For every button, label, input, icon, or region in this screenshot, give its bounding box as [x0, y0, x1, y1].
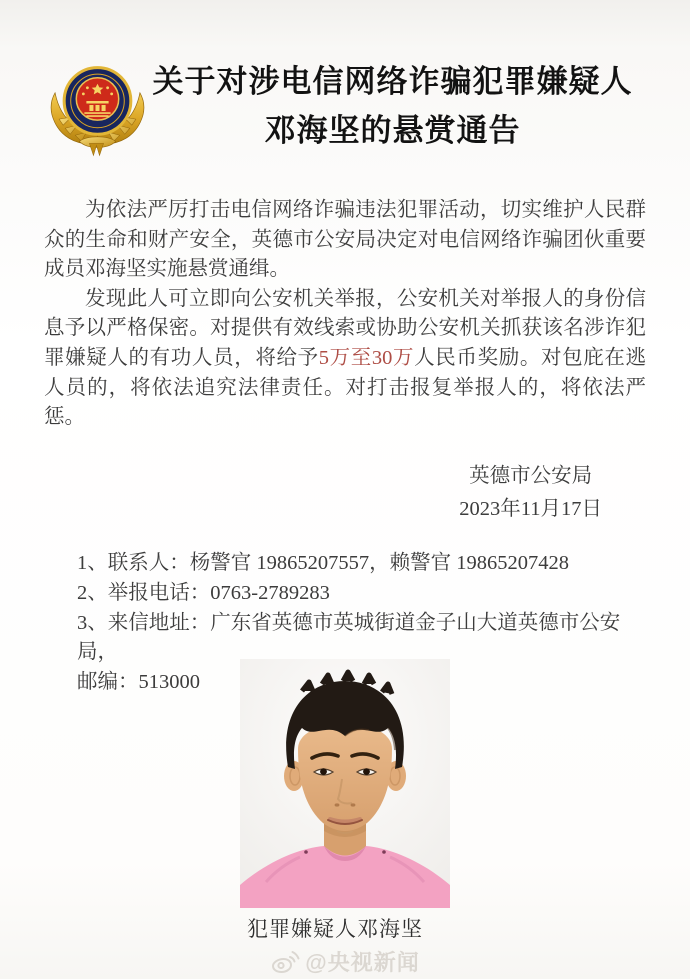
- notice-title: [130, 57, 655, 155]
- contact-line-1: 1、联系人：杨警官 19865207557，赖警官 19865207428: [77, 552, 569, 574]
- issuing-agency: 英德市公安局: [469, 465, 593, 487]
- suspect-photo: [240, 659, 450, 908]
- watermark-text: @央视新闻: [305, 950, 420, 975]
- contact-line-3: 3、来信地址：广东省英德市英城街道金子山大道英德市公安局，: [77, 611, 621, 664]
- issue-date: 2023年11月17日: [459, 498, 602, 520]
- reward-amount: 5万至30万: [318, 346, 415, 369]
- weibo-icon: [270, 949, 300, 975]
- title-line-2: 邓海坚的悬赏通告: [264, 113, 521, 148]
- signature-block: [459, 460, 602, 526]
- contact-line-4: 邮编：513000: [77, 671, 200, 694]
- title-line-1: 关于对涉电信网络诈骗犯罪嫌疑人: [152, 64, 633, 99]
- contact-line-2: 2、举报电话：0763-2789283: [77, 581, 330, 604]
- paragraph-reward: [44, 285, 646, 433]
- reward-text-pre: 发现此人可立即向公安机关举报，公安机关对举报人的身份信息予以严格保密。对提供有效线索或协助公安机关抓获该名涉诈犯罪嫌疑人的有功人员，将给予: [44, 287, 646, 369]
- reward-text-post: 人民币奖励。对包庇在逃人员的，将依法追究法律责任。对打击报复举报人的，将依法严惩。: [44, 346, 647, 429]
- notice-body: [44, 196, 646, 433]
- paragraph-intro: 为依法严厉打击电信网络诈骗违法犯罪活动，切实维护人民群众的生命和财产安全，英德市公安局决定对电信网络诈骗团伙重要成员邓海坚实施悬赏通缉。: [44, 199, 646, 281]
- photo-caption: 犯罪嫌疑人邓海坚: [247, 917, 423, 941]
- watermark: [0, 946, 690, 977]
